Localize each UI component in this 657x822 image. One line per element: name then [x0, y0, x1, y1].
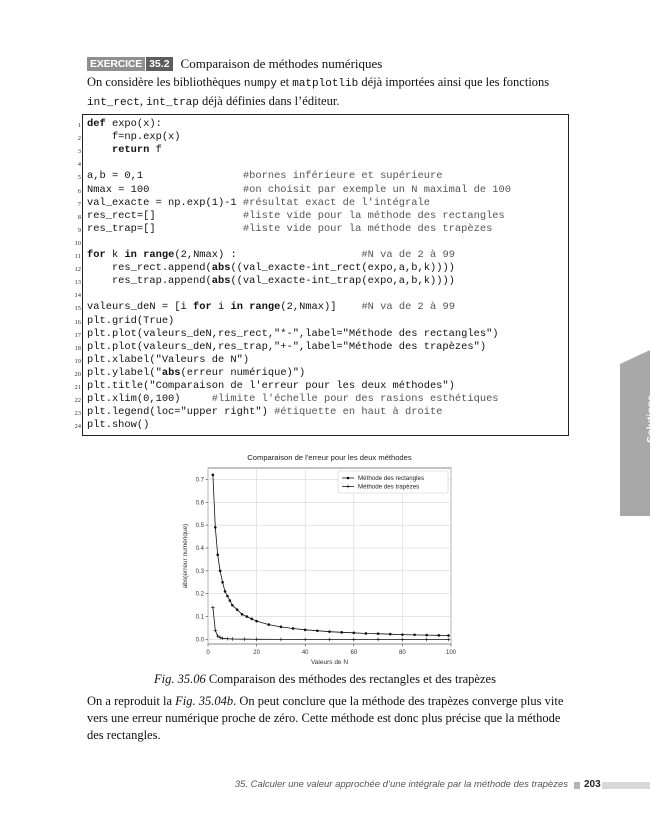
- exercise-header: [87, 55, 382, 72]
- y-tick-label: 0.2: [195, 591, 204, 598]
- code-line: [74, 249, 568, 262]
- code-text: plt.plot(valeurs_deN,res_trap,"+-",label="Méthode des trapèzes"): [87, 340, 487, 353]
- line-number: 22: [74, 397, 81, 405]
- legend-marker: [347, 477, 350, 480]
- x-tick-label: 80: [399, 650, 406, 656]
- code-line: [77, 222, 568, 236]
- code-comment: #bornes inférieure et supérieure: [242, 170, 443, 183]
- code-text: def expo(x):: [87, 118, 162, 130]
- footer-bar: [602, 782, 650, 789]
- code-text: res_rect=[] #liste vide pour la méthode des rectangles: [87, 209, 505, 222]
- code-text: return f: [111, 144, 162, 157]
- error-comparison-chart: [178, 448, 463, 670]
- point-rectangles: [447, 634, 450, 637]
- x-tick-label: 0: [206, 650, 210, 656]
- line-number: 1: [77, 122, 81, 129]
- point-rectangles: [212, 474, 215, 477]
- line-number: 5: [77, 174, 81, 182]
- lib-matplotlib: matplotlib: [292, 78, 359, 90]
- point-rectangles: [304, 629, 307, 632]
- code-comment: #limite l'échelle pour des rasions esthétiques: [211, 393, 499, 406]
- page-number: 203: [584, 779, 601, 790]
- point-rectangles: [221, 581, 224, 584]
- intro-paragraph: [87, 74, 567, 112]
- chart-title: Comparaison de l'erreur pour les deux méthodes: [247, 453, 412, 462]
- point-rectangles: [219, 570, 222, 573]
- x-tick-label: 40: [301, 650, 309, 656]
- code-text: plt.title("Comparaison de l'erreur pour les deux méthodes"): [87, 380, 455, 392]
- point-rectangles: [316, 629, 319, 632]
- line-number: 20: [74, 370, 81, 378]
- code-line: [77, 183, 568, 197]
- exercise-tag: EXERCICE: [87, 57, 145, 71]
- intro-text: et: [276, 75, 293, 89]
- code-comment: #N va de 2 à 99: [361, 301, 455, 314]
- code-text: val_exacte = np.exp(1)-1 #résultat exact de l'intégrale: [87, 196, 430, 209]
- line-number: 9: [77, 226, 81, 234]
- code-line: [77, 196, 568, 210]
- y-tick-label: 0.1: [195, 614, 204, 621]
- y-tick-label: 0.7: [195, 477, 204, 484]
- code-line: [74, 275, 568, 288]
- line-number: 14: [74, 292, 81, 300]
- conclusion-text: . On peut conclure que la méthode des trapèzes converge plus vite vers une erreur numérique proche de zéro. Cette méthode est donc plus précise que la méthode des rectangles.: [87, 694, 564, 742]
- point-rectangles: [401, 633, 404, 636]
- point-rectangles: [255, 620, 258, 623]
- line-number: 3: [77, 148, 81, 156]
- conclusion-text: On a reproduit la: [87, 694, 176, 708]
- code-text: valeurs_deN = [i for i in range(2,Nmax)] #N va de 2 à 99: [87, 301, 455, 314]
- code-text: a,b = 0,1 #bornes inférieure et supérieure: [87, 170, 443, 183]
- intro-text: déjà importées ainsi que les fonctions: [358, 75, 550, 89]
- point-rectangles: [389, 633, 392, 636]
- y-tick-label: 0.5: [195, 523, 204, 530]
- code-comment: #liste vide pour la méthode des rectangles: [242, 209, 505, 222]
- code-text: plt.xlim(0,100) #limite l'échelle pour des rasions esthétiques: [87, 393, 499, 406]
- point-rectangles: [340, 631, 343, 634]
- point-rectangles: [267, 623, 270, 626]
- code-text: res_trap.append(abs((val_exacte-int_trap(expo,a,b,k)))): [87, 275, 455, 288]
- line-number: 4: [77, 161, 81, 169]
- x-axis-label: Valeurs de N: [310, 659, 349, 666]
- legend-label: Méthode des rectangles: [358, 475, 425, 482]
- code-comment: #résultat exact de l'intégrale: [242, 196, 430, 209]
- line-number: 23: [74, 410, 81, 418]
- fn-int-trap: int_trap: [146, 97, 199, 109]
- point-rectangles: [216, 554, 219, 557]
- intro-text: ,: [139, 94, 147, 108]
- y-tick-label: 0.4: [195, 546, 204, 552]
- legend-label: Méthode des trapèzes: [358, 483, 420, 491]
- code-text: Nmax = 100 #on choisit par exemple un N maximal de 100: [87, 183, 512, 196]
- point-rectangles: [425, 634, 428, 637]
- code-text: plt.plot(valeurs_deN,res_rect,"*-",label="Méthode des rectangles"): [87, 327, 499, 340]
- y-tick-label: 0.0: [195, 637, 204, 644]
- point-rectangles: [236, 608, 239, 611]
- line-number: 8: [77, 213, 81, 221]
- code-line: [74, 236, 568, 249]
- point-rectangles: [377, 632, 380, 635]
- line-number: 21: [74, 384, 81, 391]
- line-number: 16: [74, 318, 81, 326]
- point-rectangles: [292, 627, 295, 630]
- x-tick-label: 100: [445, 650, 457, 656]
- code-line: [74, 419, 568, 432]
- exercise-number: 35.2: [146, 57, 172, 71]
- line-number: 24: [74, 423, 81, 431]
- point-rectangles: [241, 613, 244, 616]
- code-text: res_rect.append(abs((val_exacte-int_rect(expo,a,b,k)))): [87, 262, 455, 275]
- point-rectangles: [231, 604, 234, 607]
- point-rectangles: [328, 630, 331, 633]
- code-comment: #liste vide pour la méthode des trapèzes: [242, 222, 493, 235]
- code-line: [74, 353, 568, 367]
- figure-label: Fig. 35.06: [154, 672, 206, 686]
- code-line: [77, 209, 568, 223]
- point-rectangles: [229, 599, 232, 602]
- line-number: 2: [77, 135, 81, 143]
- code-line: [77, 131, 568, 144]
- code-comment: #on choisit par exemple un N maximal de 100: [242, 183, 512, 196]
- line-number: 7: [77, 200, 81, 208]
- footer-marker: [574, 782, 580, 789]
- x-tick-label: 20: [253, 650, 260, 656]
- line-number: 17: [74, 331, 81, 339]
- code-text: plt.xlabel("Valeurs de N"): [87, 353, 250, 366]
- point-rectangles: [280, 626, 283, 629]
- point-rectangles: [250, 618, 253, 621]
- point-rectangles: [413, 634, 416, 637]
- conclusion-paragraph: [87, 693, 569, 744]
- code-line: [74, 301, 568, 314]
- lib-numpy: numpy: [243, 78, 277, 90]
- code-text: plt.show(): [87, 419, 150, 432]
- code-text: res_trap=[] #liste vide pour la méthode des trapèzes: [87, 222, 493, 235]
- code-listing: [74, 114, 569, 436]
- exercise-title: Comparaison de méthodes numériques: [180, 55, 383, 71]
- line-number: 15: [74, 305, 81, 313]
- code-text: f=np.exp(x): [87, 131, 181, 144]
- fn-int-rect: int_rect: [87, 97, 140, 109]
- point-rectangles: [365, 632, 368, 635]
- code-line: [74, 366, 568, 380]
- line-number: 11: [74, 253, 81, 260]
- footer-chapter: 35. Calculer une valeur approchée d’une intégrale par la méthode des trapèzes: [234, 779, 568, 790]
- side-tab-label: Solutions: [645, 395, 657, 443]
- figure-caption-text: Comparaison des méthodes des rectangles et des trapèzes: [205, 672, 496, 686]
- y-tick-label: 0.3: [195, 568, 204, 575]
- code-line: [74, 380, 568, 393]
- code-line: [77, 118, 568, 131]
- code-line: [74, 393, 568, 406]
- figure-caption: [0, 672, 650, 687]
- x-tick-label: 60: [350, 650, 358, 656]
- code-line: [77, 170, 568, 183]
- point-rectangles: [246, 615, 249, 618]
- code-line: [74, 340, 568, 354]
- y-tick-label: 0.6: [195, 500, 204, 507]
- line-number: 19: [74, 357, 81, 365]
- y-axis-label: abs(erreur numérique): [182, 523, 189, 589]
- code-line: [74, 327, 568, 341]
- line-number: 13: [74, 279, 81, 287]
- line-number: 6: [77, 187, 81, 195]
- point-rectangles: [224, 590, 227, 593]
- intro-text: déjà définies dans l’éditeur.: [198, 94, 340, 108]
- point-rectangles: [353, 632, 356, 635]
- code-text: plt.legend(loc="upper right") #étiquette en haut à droite: [87, 406, 443, 419]
- line-number: 12: [74, 266, 81, 274]
- code-line: [74, 288, 568, 301]
- code-line: [74, 314, 568, 328]
- code-text: for k in range(2,Nmax) : #N va de 2 à 99: [87, 249, 455, 261]
- point-rectangles: [226, 595, 229, 598]
- code-comment: #N va de 2 à 99: [361, 249, 455, 261]
- point-rectangles: [438, 634, 441, 637]
- code-line: [74, 262, 568, 275]
- figure-reference: Fig. 35.04b: [175, 694, 234, 708]
- line-number: 10: [74, 239, 81, 247]
- intro-text: On considère les bibliothèques: [87, 75, 244, 89]
- plot-area: [208, 468, 451, 644]
- code-text: plt.grid(True): [87, 314, 175, 327]
- point-rectangles: [214, 526, 217, 529]
- code-comment: #étiquette en haut à droite: [274, 406, 443, 419]
- line-number: 18: [74, 344, 81, 352]
- code-text: plt.ylabel("abs(erreur numérique)"): [87, 366, 306, 379]
- code-line: [74, 406, 568, 419]
- page-footer: [0, 779, 650, 793]
- code-line: [77, 157, 568, 170]
- code-line: [77, 144, 568, 157]
